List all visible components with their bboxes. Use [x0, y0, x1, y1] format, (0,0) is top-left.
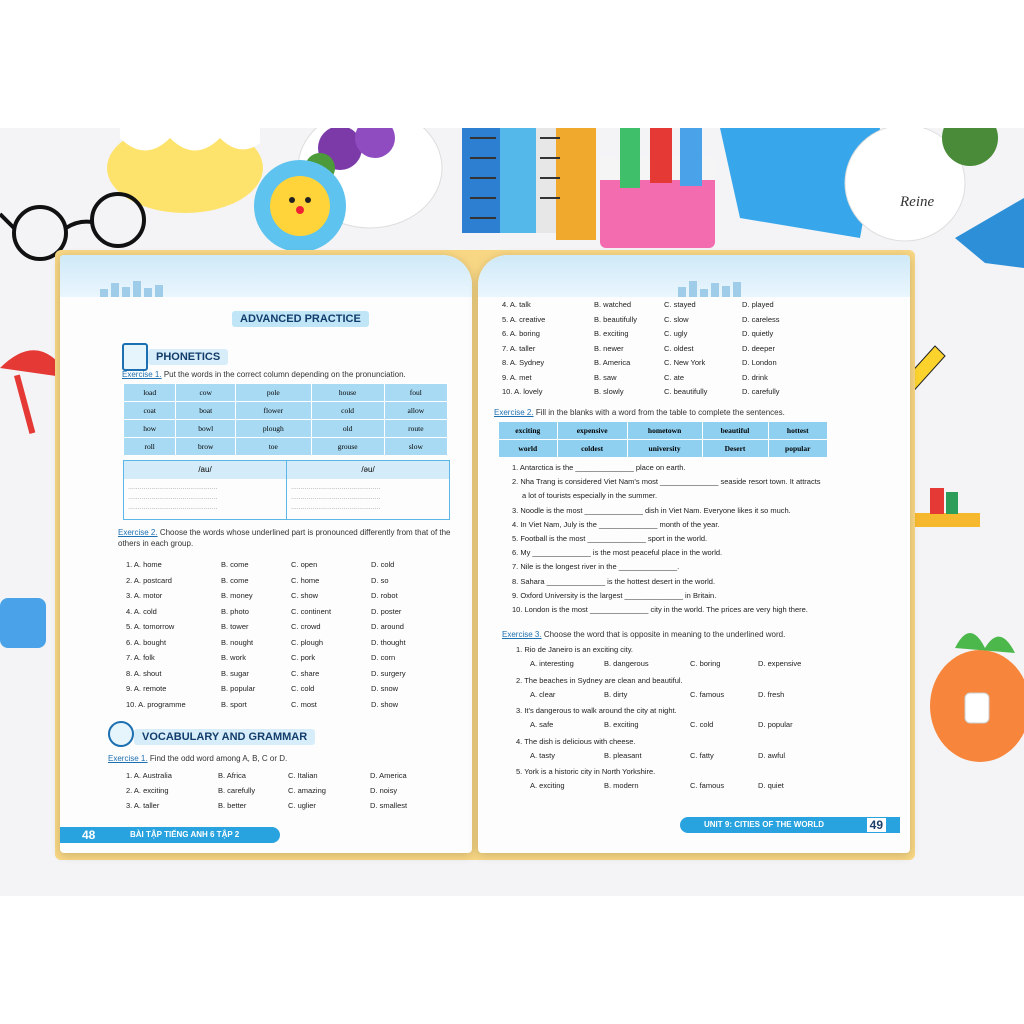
right-page-number: 49 [867, 818, 886, 832]
table-row [124, 420, 448, 438]
advanced-practice-heading: ADVANCED PRACTICE [232, 311, 369, 327]
vocab-heading: VOCABULARY AND GRAMMAR [134, 729, 315, 745]
table-row [124, 438, 448, 456]
option-text: C. most [291, 699, 317, 709]
left-page-header-band [60, 255, 472, 297]
option-text: C. amazing [288, 786, 326, 795]
option-text: C. oldest [664, 343, 694, 353]
word-cell: bowl [176, 420, 236, 438]
option-text: D. snow [371, 684, 399, 693]
left-footer [60, 827, 280, 843]
option-text: D. expensive [758, 659, 802, 668]
word-cell: cold [311, 402, 384, 420]
fill-blank-sentence: 7. Nile is the longest river in the ______________. [512, 562, 680, 572]
option-text: 3. A. taller [126, 801, 160, 810]
option-text: D. poster [371, 606, 402, 616]
word-cell: foul [384, 384, 447, 402]
word-cell: brow [176, 438, 236, 456]
word-cell: toe [236, 438, 312, 456]
option-text: 6. A. bought [126, 637, 167, 647]
option-text: B. dangerous [604, 659, 649, 668]
left-page [60, 255, 472, 853]
option-text: 10. A. programme [126, 699, 186, 709]
option-text: C. pork [291, 653, 316, 662]
col1-header: /au/ [124, 461, 287, 479]
option-text: B. popular [221, 684, 256, 693]
option-text: D. careless [742, 314, 780, 324]
option-text: B. beautifully [594, 314, 637, 324]
option-text: 5. A. creative [502, 314, 546, 324]
option-text: D. fresh [758, 689, 785, 699]
option-text: D. quietly [742, 329, 774, 338]
word-cell: load [124, 384, 176, 402]
option-text: 2. A. postcard [126, 575, 172, 585]
option-text: D. drink [742, 372, 768, 382]
option-text: C. open [291, 560, 318, 569]
option-text: C. New York [664, 358, 706, 367]
rp-ex3-label: Exercise 3. [502, 630, 542, 639]
option-text: 2. A. exciting [126, 786, 169, 795]
rp-ex3-instruction [502, 630, 785, 639]
option-text: A. tasty [530, 750, 556, 760]
phonetics-icon [122, 343, 148, 371]
option-text: C. cold [291, 684, 315, 693]
fill-blank-sentence: 1. Antarctica is the ______________ place on earth. [512, 463, 686, 472]
option-text: A. safe [530, 720, 554, 729]
option-text: 8. A. shout [126, 668, 162, 678]
left-footer-title: BÀI TẬP TIẾNG ANH 6 TẬP 2 [130, 830, 240, 839]
option-text: 4. A. cold [126, 606, 157, 616]
option-text: C. famous [690, 781, 725, 790]
rp-ex2-instruction [494, 408, 785, 417]
option-text: C. ate [664, 372, 685, 382]
word-cell: coat [124, 402, 176, 420]
word-cell: cow [176, 384, 236, 402]
table-row [499, 440, 828, 458]
phonetics-heading: PHONETICS [148, 349, 228, 365]
ex2-text: Choose the words whose underlined part is pronounced differently from that of the others in each group. [118, 528, 451, 548]
word-cell: plough [236, 420, 312, 438]
option-text: D. played [742, 300, 774, 309]
option-text: B. America [594, 358, 631, 367]
word-cell: old [311, 420, 384, 438]
question-text: 4. The dish is delicious with cheese. [516, 736, 636, 746]
word-cell: exciting [499, 422, 558, 440]
option-text: C. plough [291, 637, 324, 647]
option-text: B. sport [221, 699, 247, 709]
option-text: 7. A. folk [126, 653, 155, 662]
option-text: B. watched [594, 300, 632, 309]
option-text: 1. A. home [126, 560, 162, 569]
rp-word-table [498, 421, 828, 458]
option-text: D. popular [758, 720, 793, 729]
option-text: 7. A. taller [502, 343, 536, 353]
word-cell: world [499, 440, 558, 458]
fill-blank-sentence: 3. Noodle is the most ______________ dish in Viet Nam. Everyone likes it so much. [512, 505, 791, 515]
option-text: B. exciting [604, 720, 639, 729]
option-text: C. fatty [690, 750, 714, 760]
option-text: D. surgery [371, 668, 406, 678]
word-cell: popular [768, 440, 828, 458]
option-text: C. share [291, 668, 320, 678]
fill-blank-sentence: 2. Nha Trang is considered Viet Nam's most ______________ seaside resort town. It attracts [512, 477, 821, 487]
table-row [124, 384, 448, 402]
rp-ex2-text: Fill in the blanks with a word from the table to complete the sentences. [535, 408, 785, 417]
option-text: B. exciting [594, 329, 629, 338]
option-text: D. awful [758, 750, 786, 760]
option-text: B. money [221, 591, 253, 600]
table-row [499, 422, 828, 440]
option-text: D. noisy [370, 786, 398, 795]
option-text: B. slowly [594, 387, 624, 396]
option-text: B. work [221, 653, 247, 662]
option-text: 6. A. boring [502, 329, 540, 338]
option-text: C. cold [690, 720, 714, 729]
option-text: D. America [370, 771, 407, 780]
option-text: 4. A. talk [502, 300, 531, 309]
option-text: 8. A. Sydney [502, 358, 545, 367]
word-cell: house [311, 384, 384, 402]
option-text: C. stayed [664, 300, 696, 309]
option-text: D. quiet [758, 781, 784, 790]
option-text: B. better [218, 801, 247, 810]
col2-answer-lines: .............................................. .............................................. .............................................. [291, 484, 381, 511]
fill-blank-sentence: 4. In Viet Nam, July is the ______________ month of the year. [512, 519, 720, 529]
word-cell: grouse [311, 438, 384, 456]
vocab-icon [108, 721, 134, 747]
ex2-label: Exercise 2. [118, 528, 158, 537]
rp-ex2-label: Exercise 2. [494, 408, 534, 417]
option-text: 9. A. met [502, 372, 532, 382]
option-text: B. come [221, 560, 249, 569]
fill-blank-sentence: a lot of tourists especially in the summer. [522, 491, 658, 501]
option-text: 5. A. tomorrow [126, 622, 175, 631]
word-cell: pole [236, 384, 312, 402]
word-cell: beautiful [702, 422, 768, 440]
vocab-text: Find the odd word among A, B, C or D. [149, 754, 288, 763]
option-text: B. nought [221, 637, 254, 647]
word-cell: boat [176, 402, 236, 420]
option-text: B. newer [594, 343, 624, 353]
word-cell: coldest [557, 440, 627, 458]
question-text: 1. Rio de Janeiro is an exciting city. [516, 645, 634, 654]
option-text: D. corn [371, 653, 396, 662]
question-text: 3. It's dangerous to walk around the city at night. [516, 706, 677, 715]
left-page-number: 48 [82, 828, 96, 842]
ex1-label: Exercise 1. [122, 370, 162, 379]
question-text: 5. York is a historic city in North Yorkshire. [516, 767, 656, 776]
option-text: B. photo [221, 606, 249, 616]
word-cell: roll [124, 438, 176, 456]
word-cell: hometown [627, 422, 702, 440]
option-text: A. exciting [530, 781, 565, 790]
option-text: B. tower [221, 622, 249, 631]
option-text: C. beautifully [664, 387, 708, 396]
word-cell: hottest [768, 422, 828, 440]
option-text: B. Africa [218, 771, 246, 780]
ex1-word-table [123, 383, 448, 456]
option-text: B. carefully [218, 786, 256, 795]
word-cell: route [384, 420, 447, 438]
option-text: 3. A. motor [126, 591, 163, 600]
col2-header: /əu/ [361, 465, 375, 474]
right-footer [680, 817, 900, 833]
option-text: C. show [291, 591, 319, 600]
fill-blank-sentence: 5. Football is the most ______________ sport in the world. [512, 534, 708, 543]
ex1-instruction [122, 370, 406, 379]
option-text: D. around [371, 622, 404, 631]
option-text: B. pleasant [604, 750, 642, 760]
ex1-answer-table [123, 460, 450, 520]
ex1-text: Put the words in the correct column depending on the pronunciation. [163, 370, 406, 379]
question-text: 2. The beaches in Sydney are clean and beautiful. [516, 675, 683, 685]
option-text: C. home [291, 575, 320, 585]
option-text: C. famous [690, 689, 725, 699]
option-text: C. uglier [288, 801, 316, 810]
option-text: B. modern [604, 781, 639, 790]
option-text: C. boring [690, 659, 721, 668]
option-text: D. smallest [370, 801, 408, 810]
fill-blank-sentence: 8. Sahara ______________ is the hottest desert in the world. [512, 576, 716, 586]
option-text: D. carefully [742, 387, 780, 396]
option-text: D. so [371, 575, 389, 585]
option-text: D. London [742, 358, 777, 367]
option-text: B. dirty [604, 689, 628, 699]
option-text: D. robot [371, 591, 398, 600]
mug-text: Reine [900, 194, 935, 210]
word-cell: how [124, 420, 176, 438]
ex2-instruction [118, 527, 458, 549]
option-text: D. deeper [742, 343, 775, 353]
unit-label: UNIT 9: CITIES OF THE WORLD [704, 820, 824, 829]
option-text: D. thought [371, 637, 406, 647]
option-text: A. interesting [530, 659, 574, 668]
option-text: B. come [221, 575, 249, 585]
option-text: C. ugly [664, 329, 688, 338]
right-page [478, 255, 910, 853]
word-cell: university [627, 440, 702, 458]
col1-answer-lines: .............................................. .............................................. .............................................. [124, 479, 287, 519]
vocab-label: Exercise 1. [108, 754, 148, 763]
vocab-instruction [108, 754, 287, 763]
option-text: 9. A. remote [126, 684, 167, 693]
option-text: C. slow [664, 314, 689, 324]
word-cell: expensive [557, 422, 627, 440]
word-cell: flower [236, 402, 312, 420]
rp-ex3-text: Choose the word that is opposite in meaning to the underlined word. [543, 630, 786, 639]
fill-blank-sentence: 6. My ______________ is the most peaceful place in the world. [512, 548, 723, 558]
word-cell: allow [384, 402, 447, 420]
option-text: C. Italian [288, 771, 318, 780]
option-text: D. show [371, 699, 399, 709]
fill-blank-sentence: 9. Oxford University is the largest ______________ in Britain. [512, 590, 717, 600]
option-text: 1. A. Australia [126, 771, 172, 780]
option-text: A. clear [530, 689, 556, 699]
option-text: C. crowd [291, 622, 321, 631]
option-text: B. saw [594, 372, 617, 382]
option-text: B. sugar [221, 668, 249, 678]
table-row [124, 402, 448, 420]
word-cell: slow [384, 438, 447, 456]
option-text: C. continent [291, 606, 332, 616]
option-text: D. cold [371, 560, 395, 569]
fill-blank-sentence: 10. London is the most ______________ city in the world. The prices are very high there. [512, 605, 808, 614]
right-page-header-band [478, 255, 910, 297]
word-cell: Desert [702, 440, 768, 458]
option-text: 10. A. lovely [502, 387, 543, 396]
